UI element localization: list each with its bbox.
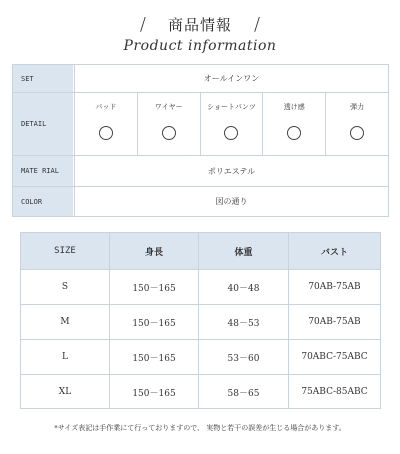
detail-name-wire: ワイヤー [154,103,183,111]
detail-col-stretch [325,93,388,155]
title-slash-right: / [254,13,261,35]
bust-cell: 70ABC-75ABC [288,340,380,374]
size-header-height: 身長 [109,233,198,269]
detail-name-shortpants: ショートパンツ [207,103,256,111]
page-title: 商品情報 [167,15,232,34]
spec-label-detail: DETAIL [13,93,73,155]
detail-name-sheer: 透け感 [283,103,305,111]
size-disclaimer-note: *サイズ表記は手作業にて行っておりますので、 実物と若干の誤差が生じる場合があります。 [54,424,346,432]
spec-label-color: COLOR [13,187,73,216]
bust-cell: 75ABC-85ABC [288,375,380,409]
page-subtitle: Product information [123,38,277,54]
detail-col-sheer [262,93,325,155]
spec-table [12,64,389,217]
spec-value-set: オールインワン [74,65,388,92]
circle-mark-icon [224,126,238,140]
spec-value-color: 図の通り [74,187,388,216]
circle-mark-icon [99,126,113,140]
spec-row-color [13,186,388,216]
detail-name-pad: パッド [95,103,117,111]
detail-col-pad [75,93,137,155]
circle-mark-icon [287,126,301,140]
title-slash-left: / [139,13,146,35]
height-cell: 150－165 [109,340,198,374]
weight-cell: 40－48 [198,270,288,304]
height-cell: 150－165 [109,375,198,409]
detail-col-wire [137,93,200,155]
table-row [21,304,380,339]
bust-cell: 70AB-75AB [288,270,380,304]
circle-mark-icon [350,126,364,140]
spec-value-material: ポリエステル [74,156,388,186]
size-cell: L [62,352,68,362]
size-header-weight: 体重 [198,233,288,269]
title-row [0,12,400,36]
spec-row-set [13,65,388,92]
circle-mark-icon [162,126,176,140]
bust-cell: 70AB-75AB [288,305,380,339]
spec-label-set: SET [13,65,73,92]
size-cell: S [61,282,69,292]
size-header-size: SIZE [54,246,76,256]
size-header-bust: バスト [288,233,380,269]
size-cell: XL [58,387,72,397]
table-row [21,269,380,304]
size-table-header [21,233,380,269]
detail-col-shortpants [200,93,263,155]
table-row [21,339,380,374]
size-table [20,232,381,409]
detail-name-stretch: 弾力 [350,103,365,111]
height-cell: 150－165 [109,305,198,339]
spec-label-material: MATE RIAL [13,156,73,186]
weight-cell: 48－53 [198,305,288,339]
size-cell: M [60,317,70,327]
spec-row-detail [13,92,388,155]
weight-cell: 58－65 [198,375,288,409]
height-cell: 150－165 [109,270,198,304]
detail-grid [74,93,388,155]
weight-cell: 53－60 [198,340,288,374]
table-row [21,374,380,409]
spec-row-material [13,155,388,186]
